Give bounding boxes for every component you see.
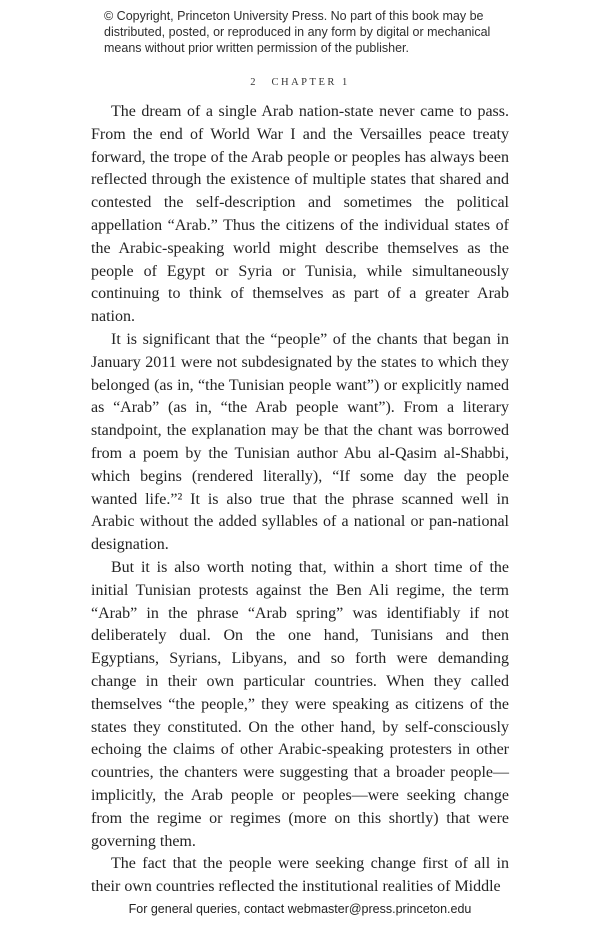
running-header	[0, 77, 600, 88]
paragraph: The fact that the people were seeking change first of all in their own countries reflected the institutional realities of Middle	[91, 855, 509, 896]
page-number: 2	[250, 77, 256, 88]
paragraph: The dream of a single Arab nation-state never came to pass. From the end of World War I and the Versailles peace treaty forward, the trope of the Arab people or peoples has always been reflected through the existence of multiple states that shared and contested the self-description and sometimes the political appellation “Arab.” Thus the citizens of the individual states of the Arabic-speaking world might describe themselves as the people of Egypt or Syria or Tunisia, while simultaneously continuing to think of themselves as part of a greater Arab nation.	[91, 103, 509, 326]
chapter-label: CHAPTER 1	[271, 77, 350, 88]
paragraph: It is significant that the “people” of the chants that began in January 2011 were not subdesignated by the states to which they belonged (as in, “the Tunisian people want”) or explicitly named as “Arab” (as in, “the Arab people want”). From a literary standpoint, the explanation may be that the chant was borrowed from a poem by the Tunisian author Abu al-Qasim al-Shabbi, which begins (rendered literally), “If some day the people wanted life.”² It is also true that the phrase scanned well in Arabic without the added syllables of a national or pan-national designation.	[91, 330, 509, 554]
book-page	[0, 8, 600, 935]
body-text	[91, 101, 509, 899]
copyright-notice: © Copyright, Princeton University Press. No part of this book may be distributed, posted, or reproduced in any form by digital or mechanical means without prior written permission of the publisher.	[104, 9, 491, 55]
paragraph: But it is also worth noting that, within a short time of the initial Tunisian protests against the Ben Ali regime, the term “Arab” in the phrase “Arab spring” was identifiably if not deliberately dual. On the one hand, Tunisians and then Egyptians, Syrians, Libyans, and so forth were demanding change in their own particular countries. When they called themselves “the people,” they were speaking as citizens of the states they constituted. On the other hand, by self-consciously echoing the claims of other Arabic-speaking protesters in other countries, the chanters were suggesting that a broader people—implicitly, the Arab people or peoples—were seeking change from the regime or regimes (more on this shortly) that were governing them.	[91, 558, 509, 850]
footer-contact-line: For general queries, contact webmaster@press.princeton.edu	[128, 902, 472, 916]
